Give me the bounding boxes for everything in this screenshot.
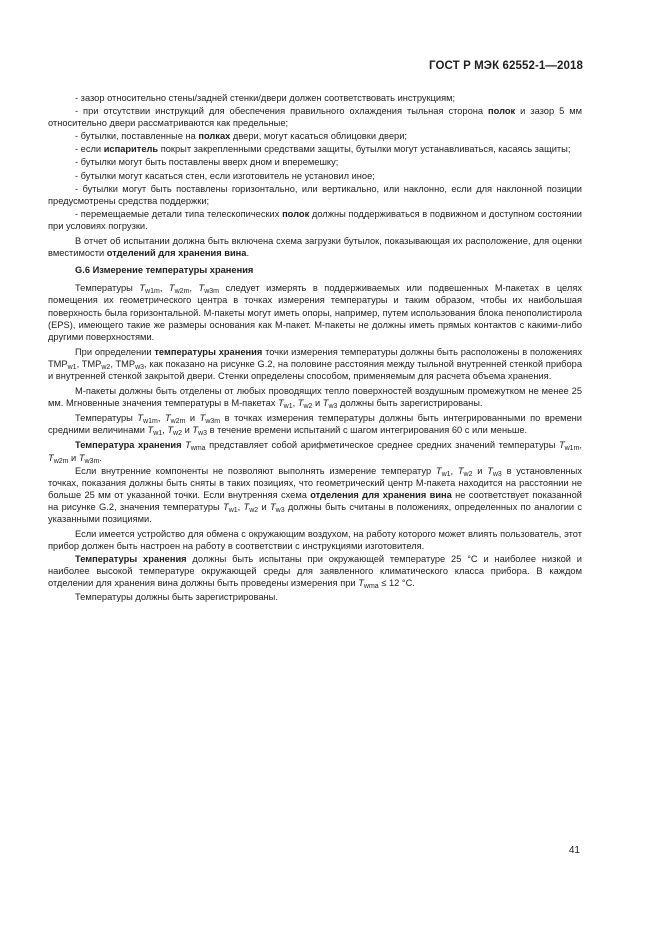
report-paragraph: В отчет об испытании должна быть включена схема загрузки бутылок, показывающая их расположение, для оценки вместимости отделений для хранения вина.	[48, 236, 582, 259]
document-body	[48, 92, 582, 604]
paragraph-6: Если внутренние компоненты не позволяют выполнять измерение температур $T_{w1}$, $T_{w2}$ и $T_{w3}$ в установленных точках, показания должны быть сняты в таких позициях, что геометрический центр М-пакета находится на расстоянии не больше 25 мм от указанной точки. Если внутренняя схема отделения для хранения вина не соответствует показанной на рисунке G.2, значения температуры $T_{w1}$, $T_{w2}$ и $T_{w3}$ должны быть считаны в положениях, определенных по аналогии с указанными позициями.	[48, 465, 583, 524]
list-item: - если испаритель покрыт закрепленными средствами защиты, бутылки могут устанавливаться, касаясь защиты;	[75, 144, 571, 155]
paragraph-2: При определении температуры хранения точки измерения температуры должны быть расположены в положениях $TMP_{w1}$, $TMP_{w2}$, $TMP_{w3}$, как показано на рисунке G.2, на половине расстояния между тыльной внутренней стенкой прибора и внутренней стенкой закрытой двери. Стенки определены способом, применяемым для расчета объема хранения.	[48, 346, 583, 381]
document-header: ГОСТ Р МЭК 62552-1—2018	[429, 60, 583, 72]
list-item: - бутылки могут касаться стен, если изготовитель не установил иное;	[75, 170, 375, 181]
section-heading: G.6 Измерение температуры хранения	[75, 265, 254, 276]
page-number: 41	[568, 845, 580, 856]
list-item: - перемещаемые детали типа телескопических полок должны поддерживаться в подвижном и доступном состоянии при условиях погрузки.	[48, 208, 582, 231]
list-item: - бутылки могут быть поставлены горизонтально, или вертикально, или наклонно, если для наклонной позиции предусмотрены средства поддержки;	[48, 183, 582, 206]
paragraph-1: Температуры $T_{w1m}$, $T_{w2m}$, $T_{w3m}$ следует измерять в поддерживаемых или подвешенных М-пакетах в целях помещения их геометрического центра в точках измерения температуры и таким образом, чтобы их наибольшая поверхность была горизонтальной. М-пакеты могут иметь опоры, например, путем использования блока пенополистирола (EPS), имеющего такие же размеры основания как М-пакет. М-пакеты не должны иметь прямых контактов с какими-либо другими поверхностями.	[48, 283, 583, 342]
paragraph-4: Температуры $T_{w1m}$, $T_{w2m}$ и $T_{w3m}$ в точках измерения температуры должны быть интегрированными по времени средними величинами $T_{w1}$, $T_{w2}$ и $T_{w3}$ в течение времени испытаний с шагом интегрирования 60 с или меньше.	[48, 413, 583, 438]
paragraph-7: Если имеется устройство для обмена с окружающим воздухом, на работу которого может влиять пользователь, этот прибор должен быть настроен на работу в соответствии с инструкциями изготовителя.	[48, 529, 582, 552]
paragraph-9: Температуры должны быть зарегистрированы.	[75, 591, 278, 602]
list-item: - зазор относительно стены/задней стенки/двери должен соответствовать инструкциям;	[75, 93, 456, 103]
list-item: - при отсутствии инструкций для обеспечения правильного охлаждения тыльная сторона полок и зазор 5 мм относительно двери рассматриваются как предельные;	[48, 106, 582, 129]
paragraph-5: Температура хранения $T_{wma}$ представляет собой арифметическое среднее средних значений температуры $T_{w1m}$, $T_{w2m}$ и $T_{w3m}$.	[48, 440, 582, 465]
paragraph-8: Температуры хранения должны быть испытаны при окружающей температуре 25 °С и наиболее низкой и наиболее высокой температуре окружающей среды для заявленного климатического класса прибора. В каждом отделении для хранения вина должны быть проведены измерения при $T_{wma} \le 12$ °С.	[48, 554, 582, 591]
list-item: - бутылки могут быть поставлены вверх дном и вперемешку;	[75, 157, 339, 168]
paragraph-3: М-пакеты должны быть отделены от любых проводящих тепло поверхностей воздушным промежутком не менее 25 мм. Мгновенные значения температуры в М-пакетах $T_{w1}$, $T_{w2}$ и $T_{w3}$ должны быть зарегистрированы.	[48, 386, 582, 411]
list-item: - бутылки, поставленные на полках двери, могут касаться облицовки двери;	[75, 131, 407, 142]
